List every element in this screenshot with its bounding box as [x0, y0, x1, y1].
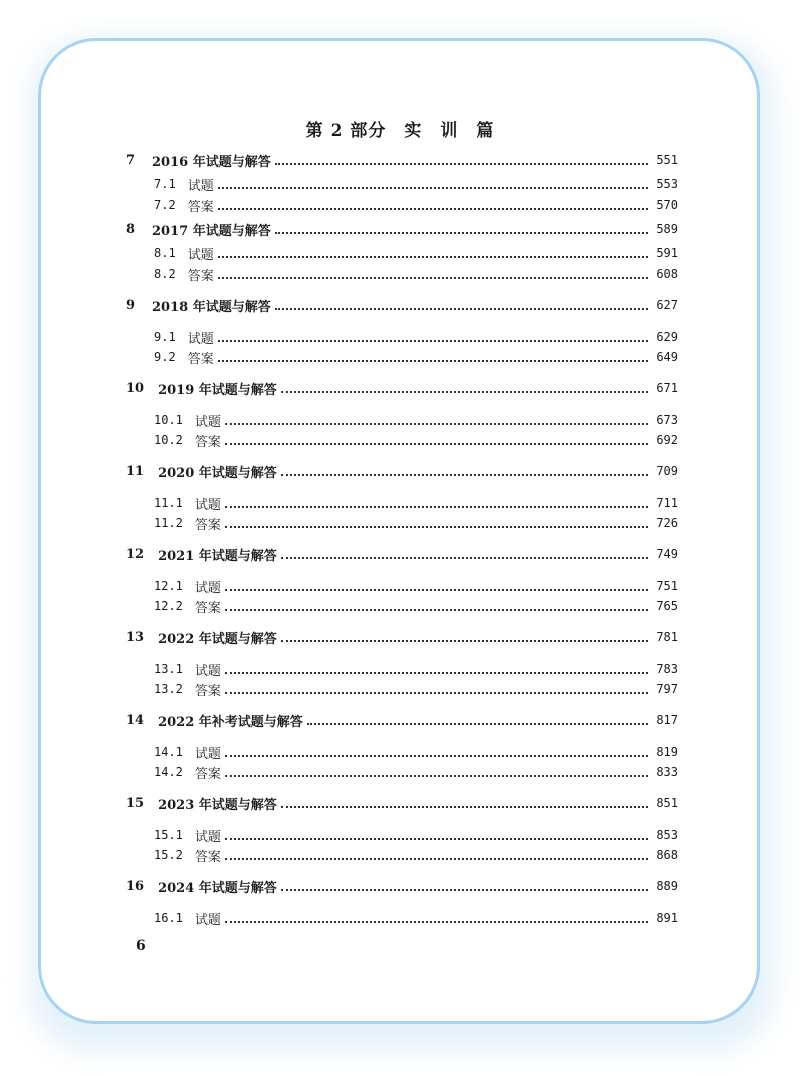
- section-title: 试题: [194, 414, 221, 430]
- chapter-number: 9: [126, 297, 136, 313]
- section-title: 试题: [194, 746, 221, 762]
- section-title: 答案: [194, 849, 221, 865]
- section-number: 13.2: [154, 682, 183, 696]
- toc-section-row[interactable]: [126, 264, 678, 284]
- section-title: 答案: [194, 517, 221, 533]
- section-title: 试题: [187, 178, 214, 194]
- chapter-number: 16: [126, 878, 145, 894]
- page-ref: 711: [656, 496, 678, 510]
- page-ref: 608: [656, 267, 678, 281]
- section-number: 10.2: [154, 433, 183, 447]
- dot-leader: [225, 608, 648, 611]
- toc-chapter-row[interactable]: [126, 793, 678, 813]
- toc-chapter-row[interactable]: [126, 219, 678, 239]
- toc-section-row[interactable]: [126, 742, 678, 762]
- section-title: 答案: [194, 766, 221, 782]
- page-ref: 781: [656, 630, 678, 644]
- dot-leader: [275, 307, 648, 310]
- chapter-number: 15: [126, 795, 145, 811]
- chapter-title: 2017 年试题与解答: [152, 223, 271, 239]
- page-ref: 889: [656, 879, 678, 893]
- toc-section-row[interactable]: [126, 908, 678, 928]
- dot-leader: [225, 422, 648, 425]
- dot-leader: [225, 525, 648, 528]
- toc-section-row[interactable]: [126, 596, 678, 616]
- toc-chapter-row[interactable]: [126, 627, 678, 647]
- section-number: 16.1: [154, 911, 183, 925]
- page-ref: 673: [656, 413, 678, 427]
- toc-chapter-row[interactable]: [126, 544, 678, 564]
- page-ref: 868: [656, 848, 678, 862]
- toc-chapter-row[interactable]: [126, 710, 678, 730]
- dot-leader: [281, 390, 648, 393]
- page-ref: 817: [656, 713, 678, 727]
- dot-leader: [218, 207, 648, 210]
- page-ref: 797: [656, 682, 678, 696]
- dot-leader: [225, 920, 648, 923]
- page-ref: 751: [656, 579, 678, 593]
- section-title: 试题: [194, 497, 221, 513]
- toc-section-row[interactable]: [126, 174, 678, 194]
- dot-leader: [281, 805, 648, 808]
- dot-leader: [218, 339, 648, 342]
- page-ref: 765: [656, 599, 678, 613]
- chapter-number: 7: [126, 152, 136, 168]
- page-ref: 671: [656, 381, 678, 395]
- dot-leader: [218, 186, 648, 189]
- page-ref: 553: [656, 177, 678, 191]
- section-title: 答案: [194, 600, 221, 616]
- page-number: 6: [136, 938, 146, 954]
- section-number: 13.1: [154, 662, 183, 676]
- section-title: 答案: [187, 351, 214, 367]
- dot-leader: [225, 837, 648, 840]
- dot-leader: [281, 556, 648, 559]
- chapter-title: 2020 年试题与解答: [158, 465, 277, 481]
- toc-section-row[interactable]: [126, 513, 678, 533]
- toc-section-row[interactable]: [126, 825, 678, 845]
- page-ref: 551: [656, 153, 678, 167]
- section-title: 答案: [187, 199, 214, 215]
- section-number: 9.1: [154, 330, 176, 344]
- dot-leader: [281, 473, 648, 476]
- toc-section-row[interactable]: [126, 576, 678, 596]
- section-title: 试题: [194, 663, 221, 679]
- toc-section-row[interactable]: [126, 347, 678, 367]
- dot-leader: [275, 162, 648, 165]
- dot-leader: [225, 505, 648, 508]
- section-title: 答案: [194, 434, 221, 450]
- toc-chapter-row[interactable]: [126, 876, 678, 896]
- section-number: 11.1: [154, 496, 183, 510]
- section-number: 12.1: [154, 579, 183, 593]
- dot-leader: [225, 857, 648, 860]
- chapter-title: 2024 年试题与解答: [158, 880, 277, 896]
- toc-section-row[interactable]: [126, 430, 678, 450]
- page-ref: 783: [656, 662, 678, 676]
- page-ref: 726: [656, 516, 678, 530]
- toc-section-row[interactable]: [126, 493, 678, 513]
- chapter-title: 2022 年试题与解答: [158, 631, 277, 647]
- dot-leader: [225, 691, 648, 694]
- section-number: 8.1: [154, 246, 176, 260]
- dot-leader: [307, 722, 648, 725]
- chapter-number: 11: [126, 463, 145, 479]
- chapter-title: 2021 年试题与解答: [158, 548, 277, 564]
- toc-chapter-row[interactable]: [126, 295, 678, 315]
- section-number: 9.2: [154, 350, 176, 364]
- section-number: 8.2: [154, 267, 176, 281]
- dot-leader: [275, 231, 648, 234]
- section-title: 试题: [194, 580, 221, 596]
- dot-leader: [225, 588, 648, 591]
- chapter-title: 2022 年补考试题与解答: [158, 714, 303, 730]
- toc-section-row[interactable]: [126, 410, 678, 430]
- section-title: 试题: [187, 247, 214, 263]
- chapter-title: 2016 年试题与解答: [152, 154, 271, 170]
- dot-leader: [218, 276, 648, 279]
- toc-section-row[interactable]: [126, 195, 678, 215]
- chapter-title: 2018 年试题与解答: [152, 299, 271, 315]
- toc-chapter-row[interactable]: [126, 461, 678, 481]
- section-title: 试题: [194, 912, 221, 928]
- section-number: 15.2: [154, 848, 183, 862]
- toc-section-row[interactable]: [126, 845, 678, 865]
- toc-section-row[interactable]: [126, 762, 678, 782]
- page-ref: 570: [656, 198, 678, 212]
- section-number: 10.1: [154, 413, 183, 427]
- toc-section-row[interactable]: [126, 679, 678, 699]
- dot-leader: [281, 639, 648, 642]
- chapter-number: 14: [126, 712, 145, 728]
- section-number: 7.2: [154, 198, 176, 212]
- section-number: 7.1: [154, 177, 176, 191]
- dot-leader: [218, 255, 648, 258]
- dot-leader: [225, 671, 648, 674]
- page-ref: 629: [656, 330, 678, 344]
- page-ref: 692: [656, 433, 678, 447]
- page-ref: 891: [656, 911, 678, 925]
- section-title: 答案: [194, 683, 221, 699]
- toc-section-row[interactable]: [126, 327, 678, 347]
- section-number: 12.2: [154, 599, 183, 613]
- toc-section-row[interactable]: [126, 243, 678, 263]
- section-number: 11.2: [154, 516, 183, 530]
- page-ref: 649: [656, 350, 678, 364]
- chapter-title: 2019 年试题与解答: [158, 382, 277, 398]
- section-number: 14.2: [154, 765, 183, 779]
- page-ref: 627: [656, 298, 678, 312]
- section-number: 15.1: [154, 828, 183, 842]
- toc-chapter-row[interactable]: [126, 150, 678, 170]
- toc-chapter-row[interactable]: [126, 378, 678, 398]
- dot-leader: [225, 754, 648, 757]
- dot-leader: [218, 359, 648, 362]
- page-title: 第 2 部分 实 训 篇: [305, 121, 495, 141]
- page-ref: 833: [656, 765, 678, 779]
- page-ref: 591: [656, 246, 678, 260]
- chapter-title: 2023 年试题与解答: [158, 797, 277, 813]
- dot-leader: [225, 774, 648, 777]
- page-ref: 589: [656, 222, 678, 236]
- page-ref: 851: [656, 796, 678, 810]
- chapter-number: 12: [126, 546, 145, 562]
- page-ref: 819: [656, 745, 678, 759]
- dot-leader: [225, 442, 648, 445]
- toc-section-row[interactable]: [126, 659, 678, 679]
- page-ref: 749: [656, 547, 678, 561]
- chapter-number: 10: [126, 380, 145, 396]
- chapter-number: 8: [126, 221, 136, 237]
- section-title: 答案: [187, 268, 214, 284]
- section-title: 试题: [187, 331, 214, 347]
- dot-leader: [281, 888, 648, 891]
- page-ref: 853: [656, 828, 678, 842]
- section-title: 试题: [194, 829, 221, 845]
- page-ref: 709: [656, 464, 678, 478]
- section-number: 14.1: [154, 745, 183, 759]
- chapter-number: 13: [126, 629, 145, 645]
